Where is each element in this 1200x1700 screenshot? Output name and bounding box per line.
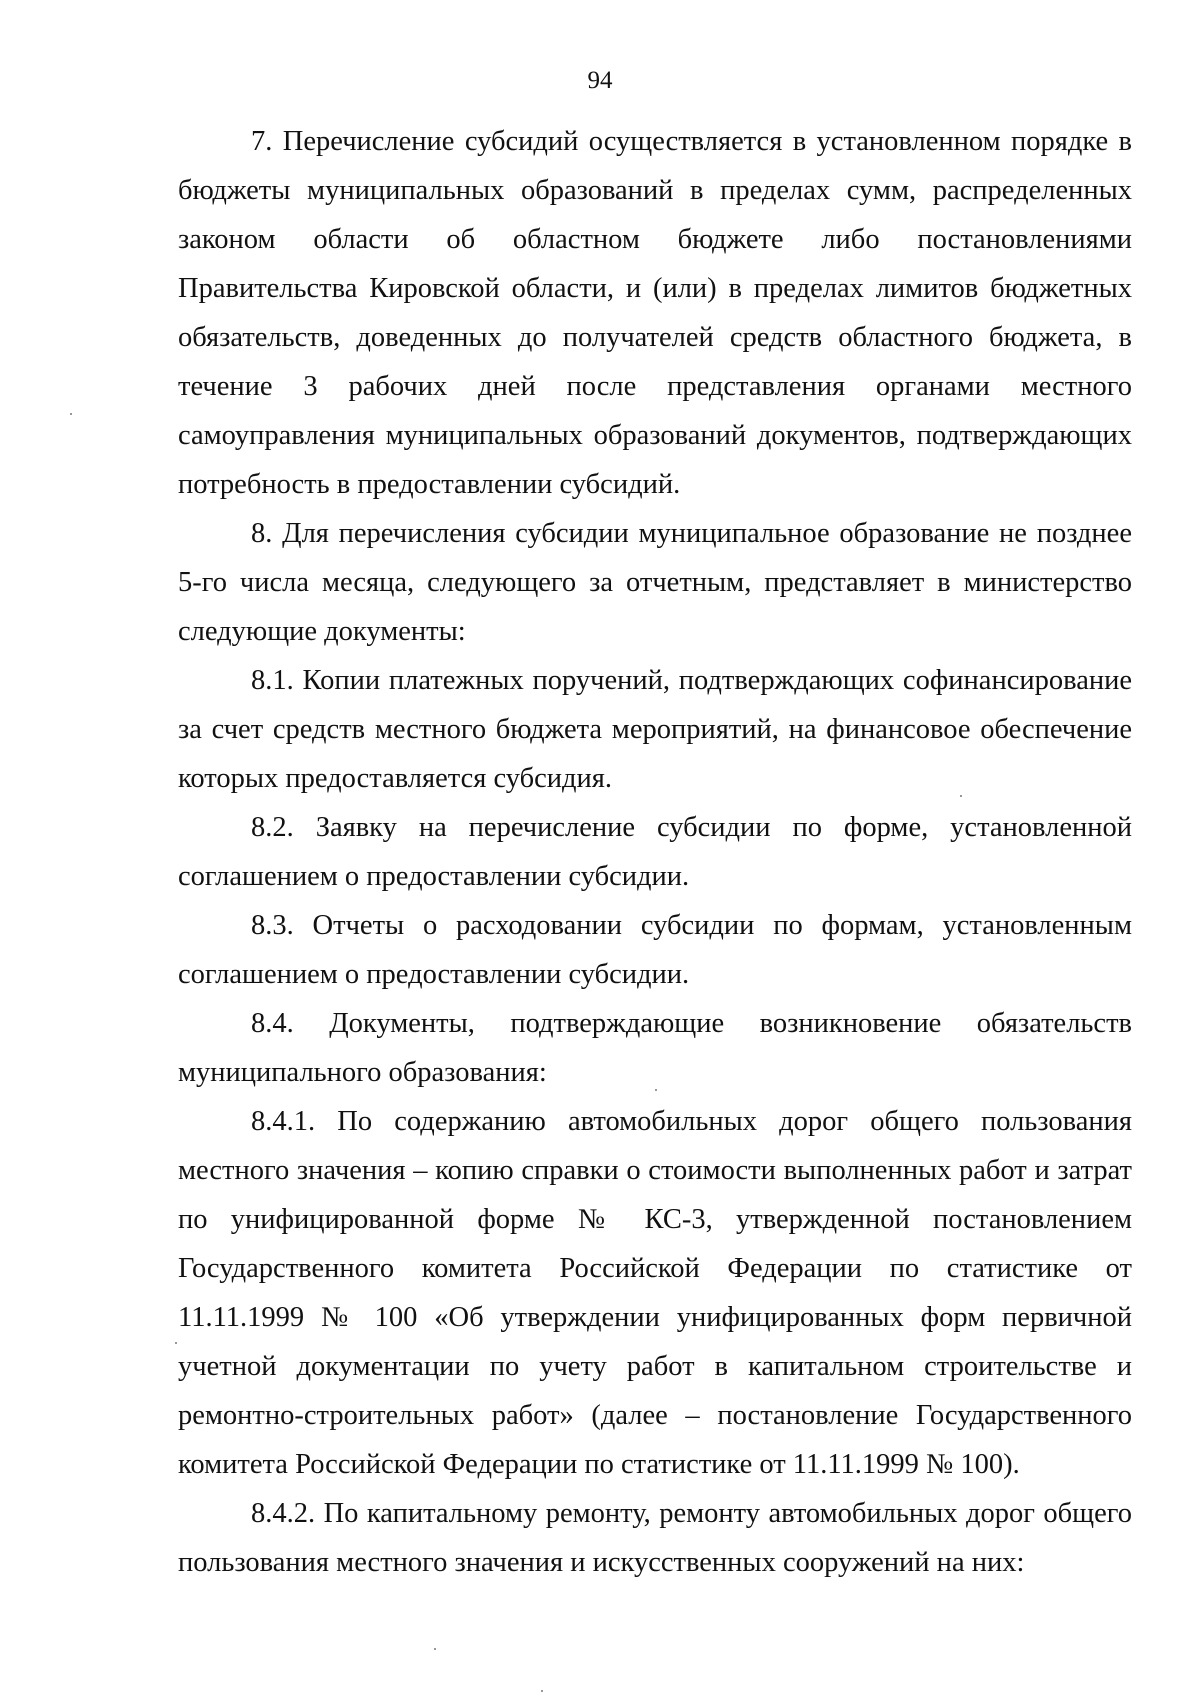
scan-speck <box>175 1342 177 1344</box>
paragraph-8-4-2: 8.4.2. По капитальному ремонту, ремонту автомобильных дорог общего пользования местного значения и искусственных сооружений на них: <box>178 1498 1132 1578</box>
page-number: 94 <box>587 67 613 94</box>
scan-speck <box>70 413 72 415</box>
paragraph-8-3: 8.3. Отчеты о расходовании субсидии по формам, установленным соглашением о предоставлении субсидии. <box>178 910 1132 990</box>
paragraph-8-2: 8.2. Заявку на перечисление субсидии по форме, установленной соглашением о предоставлении субсидии. <box>178 812 1132 892</box>
scan-speck <box>434 1648 436 1650</box>
paragraph-8-4: 8.4. Документы, подтверждающие возникновение обязательств муниципального образования: <box>178 1008 1132 1088</box>
paragraph-8-1: 8.1. Копии платежных поручений, подтверждающих софинансирование за счет средств местного бюджета мероприятий, на финансовое обеспечение которых предоставляется субсидия. <box>178 665 1132 794</box>
scan-speck <box>655 1089 657 1091</box>
paragraph-7: 7. Перечисление субсидий осуществляется в установленном порядке в бюджеты муниципальных образований в пределах сумм, распределенных законом области об областном бюджете либо постановлениями Правительства Кировской области, и (или) в пределах лимитов бюджетных обязательств, доведенных до получателей средств областного бюджета, в течение 3 рабочих дней после представления органами местного самоуправления муниципальных образований документов, подтверждающих потребность в предоставлении субсидий. <box>178 126 1132 500</box>
document-body <box>178 117 1132 1587</box>
paragraph-8: 8. Для перечисления субсидии муниципальное образование не позднее 5-го числа месяца, следующего за отчетным, представляет в министерство следующие документы: <box>178 518 1132 647</box>
scan-speck <box>541 1690 543 1692</box>
paragraph-8-4-1: 8.4.1. По содержанию автомобильных дорог общего пользования местного значения – копию справки о стоимости выполненных работ и затрат по унифицированной форме № КС-3, утвержденной постановлением Государственного комитета Российской Федерации по статистике от 11.11.1999 № 100 «Об утверждении унифицированных форм первичной учетной документации по учету работ в капитальном строительстве и ремонтно-строительных работ» (далее – постановление Государственного комитета Российской Федерации по статистике от 11.11.1999 № 100). <box>178 1106 1132 1480</box>
scan-speck <box>960 795 962 797</box>
